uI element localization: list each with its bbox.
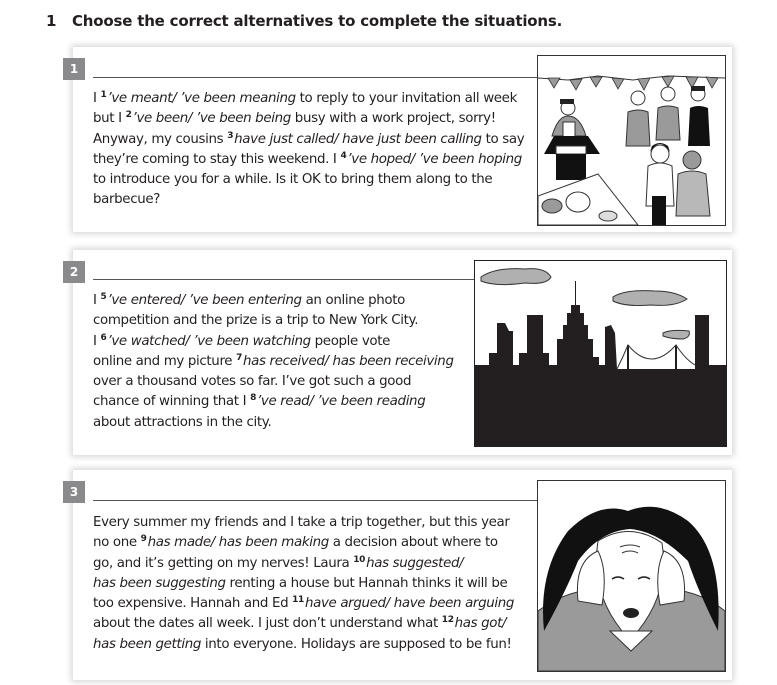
line-text: an online photo — [301, 293, 406, 308]
line-text: I — [93, 293, 101, 308]
city-skyline-illustration — [474, 260, 727, 447]
gap-number: 3 — [227, 130, 234, 141]
line-text: to introduce you for a while. Is it OK to bring them along to the — [93, 172, 493, 188]
situation-text — [93, 291, 454, 433]
stressed-woman-illustration — [537, 480, 726, 672]
situation-text — [93, 513, 514, 655]
text-line — [93, 352, 454, 372]
text-line — [93, 190, 524, 210]
answer-alternatives[interactable]: has received/ has been receiving — [243, 353, 454, 369]
line-text: Every summer my friends and I take a trip together, but this year — [93, 515, 510, 530]
line-text: renting a house but Hannah thinks it will be — [225, 575, 508, 591]
line-text: too expensive. Hannah and Ed — [93, 596, 293, 612]
text-line — [93, 89, 524, 109]
text-line — [93, 332, 454, 352]
exercise-instruction: Choose the correct alternatives to complete the situations. — [72, 12, 563, 30]
line-text: people vote — [310, 333, 391, 349]
situation-badge: 2 — [63, 261, 85, 283]
divider-line — [93, 500, 537, 501]
text-line — [93, 635, 514, 655]
line-text: competition and the prize is a trip to New York City. — [93, 313, 419, 329]
gap-number: 7 — [236, 352, 243, 363]
line-text: over a thousand votes so far. I’ve got such a good — [93, 374, 412, 390]
situation-badge: 3 — [63, 481, 85, 503]
answer-alternatives[interactable]: ’ve meant/ ’ve been meaning — [107, 91, 296, 106]
gap-number: 9 — [140, 534, 147, 545]
text-line — [93, 533, 514, 553]
text-line — [93, 170, 524, 190]
answer-alternatives[interactable]: has been suggesting — [93, 575, 226, 591]
text-line — [93, 150, 524, 170]
answer-alternatives[interactable]: have just called/ have just been calling — [234, 131, 482, 147]
line-text: a decision about where to — [328, 535, 498, 551]
line-text: about the dates all week. I just don’t understand what — [93, 616, 442, 632]
gap-number: 8 — [250, 393, 256, 404]
line-text: I — [93, 91, 101, 106]
answer-alternatives[interactable]: has suggested/ — [366, 555, 464, 571]
divider-line — [93, 279, 474, 280]
text-line — [93, 372, 454, 392]
text-line — [93, 413, 454, 433]
line-text: chance of winning that I — [93, 394, 251, 410]
gap-number: 11 — [292, 595, 304, 606]
gap-number: 10 — [353, 554, 366, 565]
answer-alternatives[interactable]: ’ve watched/ ’ve been watching — [107, 333, 311, 349]
line-text: to reply to your invitation all week — [295, 91, 517, 106]
exercise-number: 1 — [46, 12, 57, 30]
line-text: Anyway, my cousins — [93, 131, 228, 147]
text-line — [93, 574, 514, 594]
text-line — [93, 109, 524, 129]
answer-alternatives[interactable]: ’ve entered/ ’ve been entering — [107, 293, 302, 308]
answer-alternatives[interactable]: has got/ — [454, 616, 507, 632]
text-line — [93, 614, 514, 634]
answer-alternatives[interactable]: has made/ has been making — [147, 535, 329, 551]
line-text: but I — [93, 111, 126, 127]
text-line — [93, 554, 514, 574]
line-text: into everyone. Holidays are supposed to be fun! — [201, 636, 512, 652]
situation-card-3 — [69, 470, 732, 680]
gap-number: 12 — [441, 615, 454, 626]
text-line — [93, 311, 454, 331]
text-line — [93, 594, 514, 614]
gap-number: 1 — [100, 90, 107, 100]
line-text: barbecue? — [93, 192, 160, 208]
exercise-heading — [46, 12, 562, 30]
gap-number: 4 — [340, 150, 347, 161]
answer-alternatives[interactable]: ’ve been/ ’ve been being — [132, 111, 291, 127]
answer-alternatives[interactable]: have argued/ have been arguing — [304, 596, 515, 612]
gap-number: 5 — [100, 292, 107, 302]
text-line — [93, 513, 514, 533]
line-text: no one — [93, 535, 141, 551]
divider-line — [93, 77, 537, 78]
line-text: online and my picture — [93, 353, 237, 369]
situation-card-1 — [69, 47, 732, 232]
gap-number: 2 — [125, 110, 132, 121]
text-line — [93, 392, 454, 412]
situation-text — [93, 89, 524, 211]
text-line — [93, 291, 454, 311]
text-line — [93, 130, 524, 150]
situation-card-2 — [69, 250, 732, 455]
barbecue-party-illustration — [537, 55, 726, 226]
situation-badge: 1 — [63, 58, 85, 80]
answer-alternatives[interactable]: ’ve read/ ’ve been reading — [257, 394, 426, 410]
line-text: about attractions in the city. — [93, 414, 272, 430]
line-text: I — [93, 333, 101, 349]
line-text: to say — [481, 131, 525, 147]
answer-alternatives[interactable]: has been getting — [93, 636, 201, 652]
line-text: they’re coming to stay this weekend. I — [93, 151, 341, 167]
line-text: busy with a work project, sorry! — [290, 111, 496, 127]
gap-number: 6 — [100, 332, 107, 343]
line-text: go, and it’s getting on my nerves! Laura — [93, 555, 354, 571]
answer-alternatives[interactable]: ’ve hoped/ ’ve been hoping — [347, 151, 522, 167]
